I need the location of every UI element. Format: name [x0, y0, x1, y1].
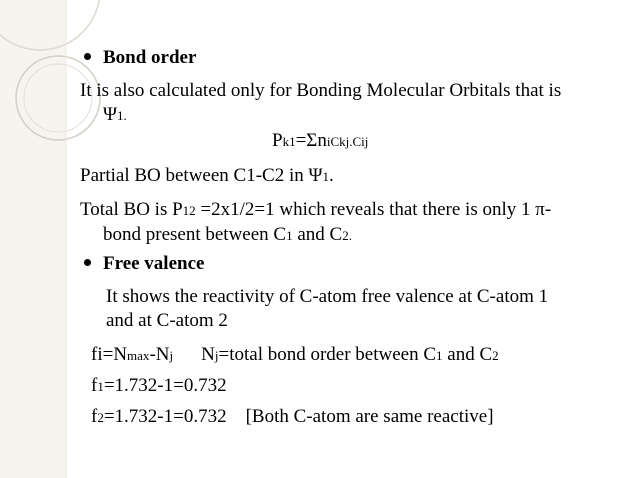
bond-order-heading-row: [84, 46, 196, 70]
free-valence-heading-row: [84, 252, 204, 276]
fi-dash: -N: [149, 344, 170, 365]
bo-line1: It is also calculated only for Bonding Molecular Orbitals that is: [80, 80, 562, 101]
fi-sub-c2: 2: [492, 348, 499, 363]
fi-line: [91, 343, 499, 368]
free-valence-heading: Free valence: [103, 253, 205, 274]
psi-subscript: 1.: [117, 108, 127, 123]
f1-line: [91, 374, 227, 399]
total-mid: =2x1/2=1 which reveals that there is only 1 π-: [195, 199, 552, 220]
partial-bo-line: [80, 164, 334, 189]
fi-rest: =total bond order between C: [218, 344, 437, 365]
bond-order-heading: Bond order: [103, 47, 197, 68]
bond-mid: and C: [292, 224, 343, 245]
bullet-icon: [84, 259, 91, 266]
formula-p: P: [272, 130, 283, 151]
f2-line: [91, 405, 494, 430]
total-sub: 12: [182, 203, 196, 218]
psi-symbol: Ψ: [103, 104, 118, 125]
partial-text: Partial BO between C1-C2 in Ψ: [80, 165, 323, 186]
f2-rest: =1.732-1=0.732 [Both C-atom are same reactive]: [103, 406, 494, 427]
f1-start: f: [91, 375, 98, 396]
total-bo-line: [80, 198, 551, 223]
bond-sub1: 1: [286, 228, 293, 243]
bond-sub2: 2.: [342, 228, 352, 243]
partial-end: .: [329, 165, 334, 186]
fi-sub-j: j: [169, 348, 174, 363]
f1-sub: 1: [97, 379, 104, 394]
fi-and: and C: [442, 344, 493, 365]
formula-sub-ickj: iCkj.Cij: [326, 134, 369, 149]
bo-line2: [103, 103, 127, 128]
total-start: Total BO is P: [80, 199, 183, 220]
fi-start: fi=N: [91, 344, 128, 365]
bond-present-line: [103, 223, 352, 248]
fv-line1: It shows the reactivity of C-atom free valence at C-atom 1: [106, 286, 549, 307]
f2-sub: 2: [97, 410, 104, 425]
bond-line-start: bond present between C: [103, 224, 287, 245]
fi-n: N: [201, 344, 215, 365]
fi-sub-c1: 1: [436, 348, 443, 363]
fi-sub-max: max: [127, 348, 150, 363]
bullet-icon: [84, 53, 91, 60]
fi-sub-j2: j: [214, 348, 219, 363]
formula-sub-k1: k1: [282, 134, 296, 149]
partial-sub: 1: [322, 169, 330, 184]
fv-line2: and at C-atom 2: [106, 310, 228, 331]
formula-mid: =Σn: [295, 130, 327, 151]
f1-rest: =1.732-1=0.732: [103, 375, 227, 396]
formula-line: [272, 129, 368, 154]
f2-start: f: [91, 406, 98, 427]
